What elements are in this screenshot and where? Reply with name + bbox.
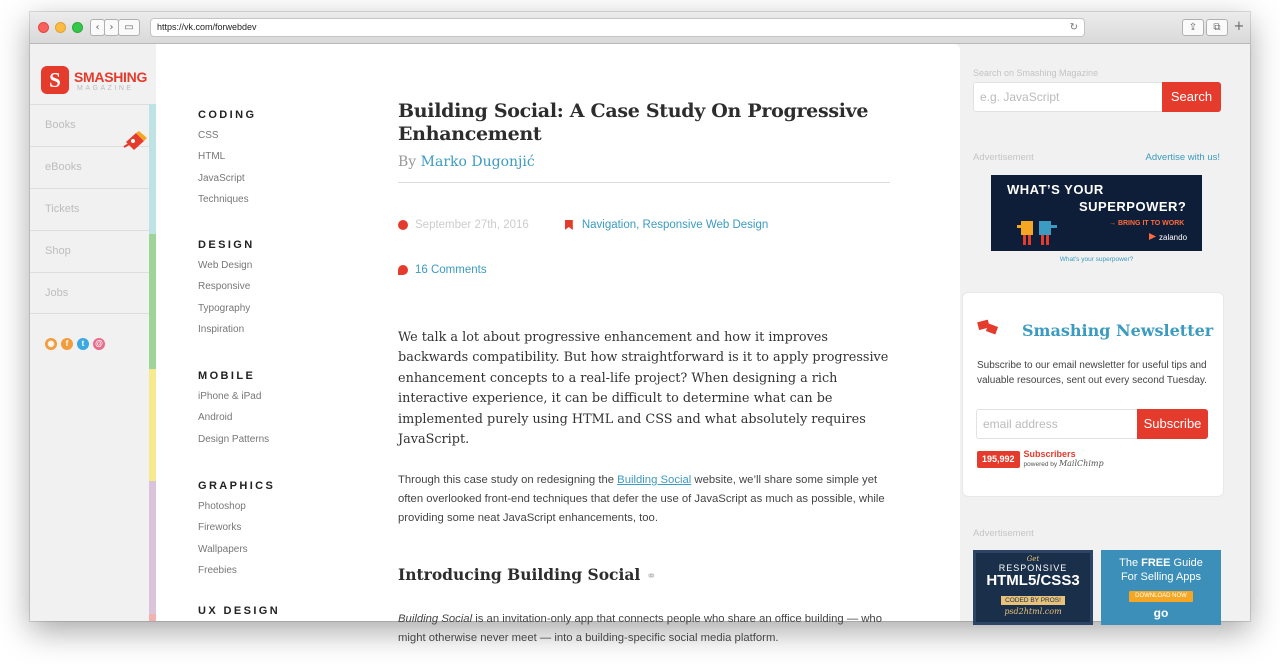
ad-text: RESPONSIVE	[998, 563, 1068, 573]
mailchimp-logo: MailChimp	[1058, 459, 1104, 468]
selling-apps-ad-banner[interactable]	[1101, 550, 1221, 625]
nav-jobs[interactable]: Jobs	[30, 272, 156, 314]
category-link[interactable]: Android	[198, 412, 233, 424]
ad-brand	[1149, 233, 1187, 242]
ad-text: FREE	[1141, 557, 1171, 569]
category-ux-design	[198, 602, 308, 621]
category-color-bar	[149, 104, 156, 621]
nav-ebooks[interactable]: eBooks	[30, 146, 156, 188]
right-sidebar	[960, 44, 1250, 621]
article-paragraph	[398, 610, 892, 648]
title-divider	[398, 182, 890, 183]
paragraph-text: Through this case study on redesigning the	[398, 474, 618, 486]
category-link[interactable]: HTML	[198, 151, 226, 163]
subscriber-count-badge: 195,992	[977, 451, 1020, 468]
article-lede: We talk a lot about progressive enhancement and how it improves backwards compatibility. But how straightforward is it to apply progressive enhancement concepts to a real-life project? When designing a rich interactive experience, it can be difficult to determine what can be implemented purely using HTML and CSS and what absolutely requires JavaScript.	[398, 330, 889, 448]
powered-by	[1024, 461, 1104, 468]
ad-text: Get	[1026, 555, 1040, 563]
forward-button[interactable]: ›	[104, 19, 119, 36]
psd2html-ad-banner[interactable]	[973, 550, 1093, 625]
category-title: MOBILE	[198, 370, 256, 382]
comments-link[interactable]: 16 Comments	[415, 264, 487, 276]
subscribers-label: Subscribers	[1023, 449, 1076, 459]
author-link[interactable]: Marko Dugonjić	[420, 154, 535, 170]
bookmark-icon	[565, 220, 573, 230]
category-link[interactable]: Fireworks	[198, 522, 242, 534]
paragraph-text: is an invitation-only app that connects people who share an office building — who might otherwise never meet — into a building-specific social media platform.	[398, 613, 882, 644]
category-graphics	[198, 477, 308, 602]
clock-icon	[398, 220, 408, 230]
logo-word: SMASHING	[74, 69, 148, 85]
search-input[interactable]: e.g. JavaScript	[973, 82, 1163, 112]
section-heading	[398, 565, 656, 584]
category-link[interactable]: Design Patterns	[198, 433, 270, 445]
category-link[interactable]: Freebies	[198, 565, 237, 577]
category-coding	[198, 106, 308, 236]
advertisement-label: Advertisement	[973, 152, 1034, 163]
ad-brand-text: zalando	[1159, 233, 1188, 242]
ad-text: psd2html.com	[1004, 607, 1062, 616]
category-link[interactable]: CSS	[198, 130, 219, 141]
page-content	[30, 44, 1250, 644]
ad-tagline: → BRING IT TO WORK	[1109, 220, 1185, 227]
ad-text: The	[1119, 557, 1142, 569]
category-link[interactable]: Inspiration	[198, 324, 245, 336]
search-label: Search on Smashing Magazine	[973, 68, 1099, 78]
article-meta	[398, 219, 768, 231]
ebook-mascot-icon	[122, 130, 148, 154]
comment-icon	[398, 265, 408, 275]
category-link[interactable]: iPhone & iPad	[198, 391, 262, 402]
article-title: Building Social: A Case Study On Progressive Enhancement	[398, 100, 869, 145]
publish-date: September 27th, 2016	[415, 219, 529, 231]
nav-shop[interactable]: Shop	[30, 230, 156, 272]
category-title: GRAPHICS	[198, 480, 276, 492]
category-link[interactable]: Typography	[198, 302, 251, 314]
envelope-icon	[978, 319, 998, 335]
article	[398, 100, 890, 644]
article-card	[156, 44, 960, 644]
minimize-window-button[interactable]	[55, 22, 66, 33]
powered-by-text: powered by	[1023, 461, 1059, 468]
ad-headline: WHAT’S YOUR	[1007, 182, 1104, 197]
category-link[interactable]: Photoshop	[198, 501, 246, 512]
advertisement-label: Advertisement	[973, 528, 1034, 539]
facebook-icon[interactable]: f	[61, 338, 73, 350]
zoom-window-button[interactable]	[72, 22, 83, 33]
article-paragraph	[398, 471, 892, 527]
social-links	[45, 338, 105, 350]
download-now-button[interactable]: DOWNLOAD NOW	[1129, 591, 1193, 602]
category-menu	[198, 106, 308, 621]
share-button[interactable]: ⇪	[1182, 19, 1204, 36]
logo-mark: S	[41, 66, 69, 94]
nav-tickets[interactable]: Tickets	[30, 188, 156, 230]
play-icon	[1149, 233, 1156, 240]
sidebar-toggle-button[interactable]: ▭	[118, 19, 140, 36]
subscribe-button[interactable]: Subscribe	[1137, 409, 1208, 439]
rss-icon[interactable]: ◉	[45, 338, 57, 350]
byline-prefix: By	[398, 154, 421, 170]
ad-headline: SUPERPOWER?	[1079, 199, 1187, 214]
robots-illustration-icon	[1017, 213, 1057, 247]
category-link[interactable]: Wallpapers	[198, 543, 248, 555]
address-bar[interactable]	[150, 18, 1085, 37]
email-field[interactable]: email address	[976, 409, 1138, 439]
search-button[interactable]: Search	[1162, 82, 1221, 112]
close-window-button[interactable]	[38, 22, 49, 33]
nav-books[interactable]: Books	[30, 104, 156, 146]
category-design	[198, 236, 308, 367]
url-text: https://vk.com/forwebdev	[157, 22, 257, 32]
emphasis-text: Building Social	[398, 613, 473, 625]
tags-link[interactable]: Navigation, Responsive Web Design	[581, 219, 769, 231]
superpower-ad-banner[interactable]	[991, 175, 1202, 251]
category-title: DESIGN	[198, 239, 255, 251]
newsletter-description: Subscribe to our email newsletter for useful tips and valuable resources, sent out every second Tuesday.	[977, 360, 1207, 386]
ad-text: For Selling Apps	[1120, 571, 1202, 583]
comments-meta	[398, 264, 487, 276]
subscriber-count	[977, 450, 1104, 468]
category-link[interactable]: Responsive	[198, 281, 251, 293]
tabs-button[interactable]: ⧉	[1206, 19, 1228, 36]
category-title: UX DESIGN	[198, 605, 281, 617]
section-heading-text: Introducing Building Social	[398, 565, 641, 584]
ad-headline: HTML5/CSS3	[986, 572, 1080, 589]
new-tab-button[interactable]: +	[1233, 19, 1245, 34]
advertise-link[interactable]: Advertise with us!	[1145, 152, 1220, 163]
category-link[interactable]: JavaScript	[198, 172, 245, 184]
category-link[interactable]: Web Design	[198, 260, 253, 271]
browser-toolbar	[30, 12, 1250, 44]
ad-text: Guide	[1170, 557, 1203, 569]
building-social-link[interactable]: Building Social	[617, 474, 692, 486]
ad-headline	[1101, 556, 1221, 584]
ad-text: CODED BY PROS!	[1001, 596, 1065, 605]
newsletter-box	[962, 292, 1224, 497]
ad-caption-link[interactable]: What's your superpower?	[1059, 256, 1134, 263]
twitter-icon[interactable]: t	[77, 338, 89, 350]
back-button[interactable]: ‹	[90, 19, 105, 36]
site-logo[interactable]	[41, 66, 156, 102]
category-title: CODING	[198, 109, 257, 121]
byline	[398, 154, 890, 170]
subscriber-info	[1024, 449, 1104, 469]
paragraph-text: website, we’ll share some simple yet often overlooked front-end techniques that defer the use of JavaScript as much as possible, while providing some neat JavaScript enhancements, too.	[398, 474, 885, 524]
anchor-link-icon[interactable]: ⚭	[646, 569, 657, 583]
email-icon[interactable]: @	[93, 338, 105, 350]
category-link[interactable]: Techniques	[198, 194, 249, 206]
logo-subword: MAGAZINE	[77, 85, 134, 92]
reload-icon[interactable]: ↻	[1069, 22, 1078, 33]
ad-brand-logo: go	[1153, 606, 1169, 620]
newsletter-title: Smashing Newsletter	[1022, 321, 1214, 340]
category-mobile	[198, 367, 308, 477]
browser-window	[30, 12, 1250, 644]
